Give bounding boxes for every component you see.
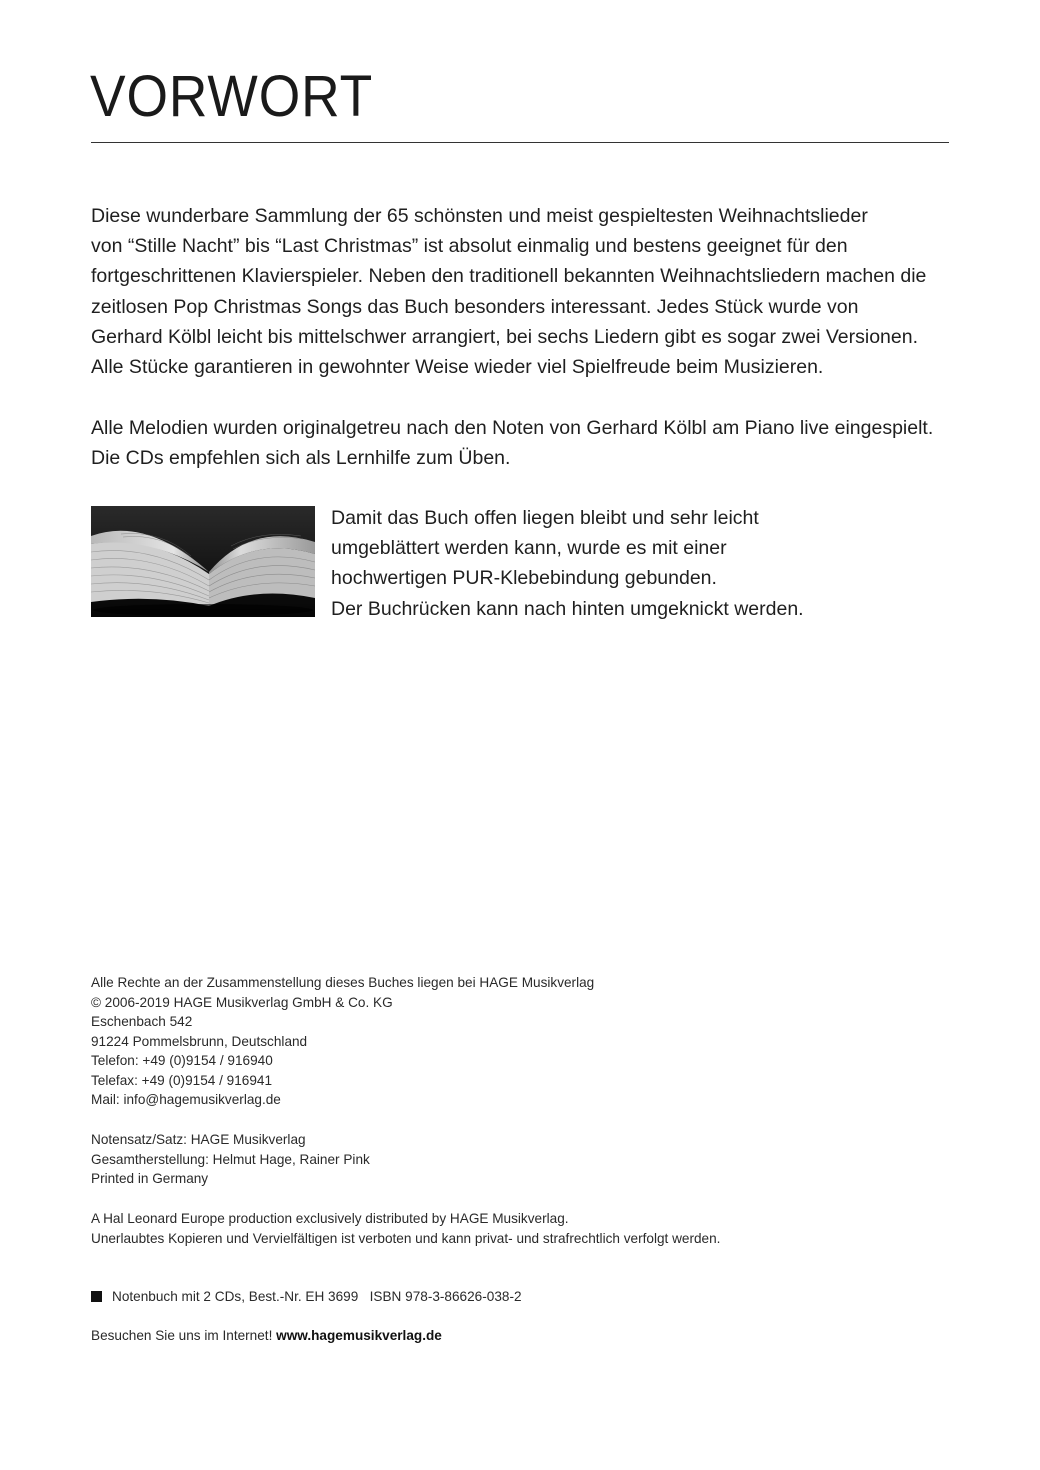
intro-line: fortgeschrittenen Klavierspieler. Neben den traditionell bekannten Weihnachtsliedern machen die bbox=[91, 265, 927, 288]
binding-line: Damit das Buch offen liegen bleibt und sehr leicht bbox=[331, 507, 759, 529]
credits-line: Notensatz/Satz: HAGE Musikverlag bbox=[91, 1132, 306, 1147]
binding-line: umgeblättert werden kann, wurde es mit einer bbox=[331, 537, 727, 560]
website-prefix: Besuchen Sie uns im Internet! bbox=[91, 1328, 277, 1343]
website-line bbox=[91, 1326, 971, 1346]
credits-block bbox=[91, 1130, 971, 1189]
product-info bbox=[91, 1287, 971, 1307]
intro-line: zeitlosen Pop Christmas Songs das Buch besonders interessant. Jedes Stück wurde von bbox=[91, 295, 859, 318]
website-link[interactable]: www.hagemusikverlag.de bbox=[276, 1328, 442, 1343]
imprint-line: Telefon: +49 (0)9154 / 916940 bbox=[91, 1053, 273, 1068]
intro-line: Gerhard Kölbl leicht bis mittelschwer arrangiert, bei sechs Liedern gibt es sogar zwei Versionen. bbox=[91, 325, 918, 348]
imprint-line: Telefax: +49 (0)9154 / 916941 bbox=[91, 1072, 273, 1088]
square-bullet-icon bbox=[91, 1291, 102, 1302]
cd-line: Alle Melodien wurden originalgetreu nach den Noten von Gerhard Kölbl am Piano live eingespielt. bbox=[91, 417, 934, 439]
distribution-line: A Hal Leonard Europe production exclusively distributed by HAGE Musikverlag. bbox=[91, 1211, 569, 1226]
cd-paragraph bbox=[91, 413, 961, 473]
intro-line: Diese wunderbare Sammlung der 65 schönsten und meist gespieltesten Weihnachtslieder bbox=[91, 205, 868, 227]
open-book-photo bbox=[91, 506, 315, 617]
credits-line: Gesamtherstellung: Helmut Hage, Rainer Pink bbox=[91, 1151, 370, 1167]
product-info-text: Notenbuch mit 2 CDs, Best.-Nr. EH 3699 ISBN 978-3-86626-038-2 bbox=[112, 1289, 522, 1304]
binding-paragraph bbox=[331, 503, 951, 624]
open-book-illustration bbox=[91, 506, 315, 617]
intro-paragraph bbox=[91, 201, 961, 382]
credits-line: Printed in Germany bbox=[91, 1171, 209, 1186]
intro-line: von “Stille Nacht” bis “Last Christmas” ist absolut einmalig und bestens geeignet für den bbox=[91, 235, 848, 258]
imprint-block bbox=[91, 973, 971, 1110]
intro-line: Alle Stücke garantieren in gewohnter Weise wieder viel Spielfreude beim Musizieren. bbox=[91, 356, 824, 379]
cd-line: Die CDs empfehlen sich als Lernhilfe zum Üben. bbox=[91, 447, 511, 470]
imprint-line: © 2006-2019 HAGE Musikverlag GmbH & Co. KG bbox=[91, 994, 393, 1010]
binding-line: hochwertigen PUR-Klebebindung gebunden. bbox=[331, 567, 717, 590]
binding-line: Der Buchrücken kann nach hinten umgeknickt werden. bbox=[331, 597, 804, 620]
imprint-line: Eschenbach 542 bbox=[91, 1014, 193, 1029]
distribution-line: Unerlaubtes Kopieren und Vervielfältigen ist verboten und kann privat- und strafrechtlich verfolgt werden. bbox=[91, 1230, 721, 1246]
distribution-block bbox=[91, 1209, 971, 1248]
imprint-line: Alle Rechte an der Zusammenstellung dieses Buches liegen bei HAGE Musikverlag bbox=[91, 975, 595, 990]
title-divider bbox=[91, 142, 949, 143]
imprint-line: 91224 Pommelsbrunn, Deutschland bbox=[91, 1033, 308, 1049]
page-title: VORWORT bbox=[90, 64, 374, 129]
imprint-email[interactable]: Mail: info@hagemusikverlag.de bbox=[91, 1092, 281, 1107]
